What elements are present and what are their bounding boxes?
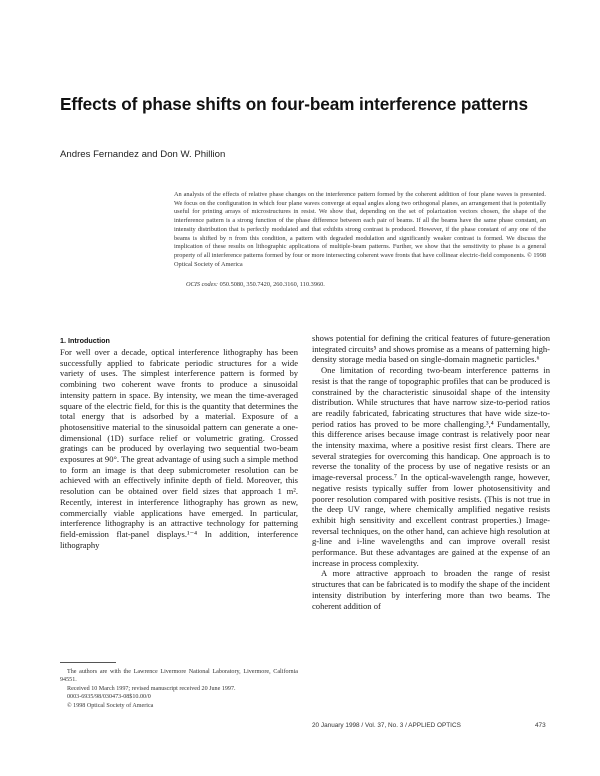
footnote-affiliation: The authors are with the Lawrence Livermore National Laboratory, Livermore, California 94551. bbox=[60, 669, 298, 684]
footnote-block bbox=[60, 668, 298, 710]
footnote-divider bbox=[60, 662, 116, 663]
ocis-label: OCIS codes: bbox=[186, 281, 219, 288]
right-column bbox=[312, 333, 550, 611]
ocis-codes: 050.5080, 350.7420, 260.3160, 110.3960. bbox=[219, 281, 325, 288]
left-column bbox=[60, 347, 298, 550]
body-paragraph: A more attractive approach to broaden the range of resist structures that can be fabricated is to modify the shape of the incident intensity distribution by interfering more than two beams. The coherent addition of bbox=[312, 568, 550, 611]
body-paragraph: One limitation of recording two-beam interference patterns in resist is that the range of topographic profiles that can be produced is constrained by the characteristic sinusoidal shape of the intensity distribution. While structures that have narrow size-to-period ratios are readily fabricated, fabricating structures that have wide size-to-period ratios has proved to be more challenging.³,⁴ Fundamentally, this difference arises because image contrast is relatively poor near the intensity maxima, where a positive resist first clears. There are several strategies for overcoming this handicap. One approach is to reverse the tonality of the process by use of negative resists or an image-reversal process.⁷ In the optical-wavelength range, however, negative resists typically suffer from lower photosensitivity and poorer resolution compared with positive resists. (This is not true in the deep UV range, where chemically amplified negative resists exhibit high sensitivity and excellent contrast properties.) Image-reversal techniques, on the other hand, can achieve high resolution at g-line and i-line wavelengths and can improve overall resist performance. But these advantages are gained at the expense of an increase in process complexity. bbox=[312, 365, 550, 568]
body-paragraph: shows potential for defining the critical features of future-generation integrated circuits⁵ and shows promise as a means of patterning high-density storage media based on single-domain magnetic particles.⁶ bbox=[312, 333, 550, 365]
article-title: Effects of phase shifts on four-beam interference patterns bbox=[60, 94, 528, 114]
page-number: 473 bbox=[535, 722, 546, 729]
footnote-codes: 0003-6935/98/030473-08$10.00/0 bbox=[67, 694, 151, 701]
footnote-copyright: © 1998 Optical Society of America bbox=[67, 702, 154, 709]
section-heading: 1. Introduction bbox=[60, 336, 110, 345]
footnote-received: Received 10 March 1997; revised manuscript received 20 June 1997. bbox=[67, 685, 236, 692]
running-footer: 20 January 1998 / Vol. 37, No. 3 / APPLIED OPTICS bbox=[312, 722, 461, 729]
article-authors: Andres Fernandez and Don W. Phillion bbox=[60, 149, 226, 160]
abstract-text: An analysis of the effects of relative phase changes on the interference pattern formed by the coherent addition of four plane waves is presented. We focus on the configuration in which four plane waves converge at equal angles along two orthogonal planes, an arrangement that is potentially useful for printing arrays of microstructures in resist. We show that, depending on the set of polarization vectors chosen, the shape of the interference pattern is a strong function of the phase difference between each pair of beams. If all the beams have the same phase constant, an intensity distribution that is perfectly modulated and that exhibits strong contrast is produced. However, if the phase constant of any one of the beams is shifted by π from this condition, a pattern with degraded modulation and significantly weaker contrast is formed. We discuss the implication of these results on lithographic applications of multiple-beam patterns. Further, we show that the sensitivity to phase is a general property of all interference patterns formed by four or more intersecting coherent wave fronts that have collinear electric-field components. © 1998 Optical Society of America bbox=[174, 191, 546, 268]
ocis-line bbox=[186, 281, 546, 288]
body-paragraph: For well over a decade, optical interference lithography has been successfully applied to fabricate periodic structures for a wide variety of uses. The simplest interference pattern is formed by combining two coherent wave fronts to produce a sinusoidal intensity pattern in space. By intensity, we mean the time-averaged square of the electric field, for this is the quantity that determines the total energy that is adsorbed by a material. Exposure of a photosensitive material to the sinusoidal pattern can generate a one-dimensional (1D) surface relief or volumetric grating. Crossed gratings can be produced by overlaying two sequential two-beam exposures at 90°. The great advantage of using such a simple method to form an image is that deep submicrometer resolution can be achieved with an effectively infinite depth of field. Moreover, this resolution can be obtained over field sizes that approach 1 m². Recently, interest in interference lithography has grown as new, commercially viable applications have emerged. In particular, interference lithography is an attractive technology for patterning field-emission flat-panel displays.¹⁻⁴ In addition, interference lithography bbox=[60, 347, 298, 550]
